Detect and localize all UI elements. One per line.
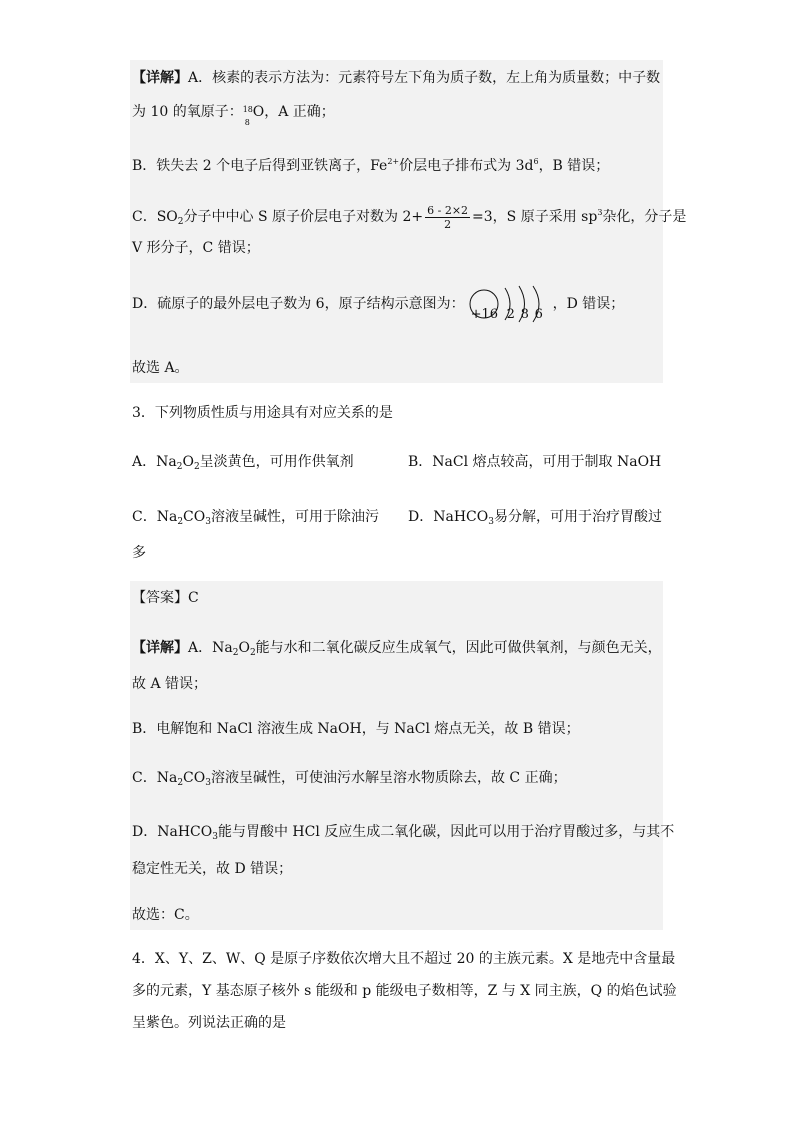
detail-label: 【详解】 (132, 640, 188, 656)
q4-stem-line3: 呈紫色。列说法正确的是 (132, 1015, 286, 1031)
q3-option-d: D．NaHCO$_3$易分解，可用于治疗胃酸过 (408, 509, 662, 527)
q2-option-c-line2: V 形分子，C 错误； (132, 240, 260, 256)
q3-detail-a-line2: 故 A 错误； (132, 676, 208, 692)
q2-detail-line2: 为 10 的氧原子： 18 8 O，A 正确； (132, 104, 335, 127)
q3-detail-b: B．电解饱和 NaCl 溶液生成 NaOH，与 NaCl 熔点无关，故 B 错误； (132, 721, 580, 737)
q4-stem-line1: 4．X、Y、Z、W、Q 是原子序数依次增大且不超过 20 的主族元素。X 是地壳中含量最 (132, 951, 676, 967)
q2-detail-line1: 【详解】A．核素的表示方法为：元素符号左下角为质子数，左上角为质量数；中子数 (132, 70, 661, 86)
q2-option-b: B．铁失去 2 个电子后得到亚铁离子，$Fe^{2+}$价层电子排布式为 $3d^6$，B 错误； (132, 157, 610, 174)
shell-3-count: 6 (534, 307, 543, 322)
q3-detail-d: D．NaHCO$_3$能与胃酸中 HCl 反应生成二氧化碳，因此可以用于治疗胃酸过多，与其不 (132, 824, 675, 842)
shell-2-count: 8 (520, 307, 529, 322)
oxygen-isotope: 18 8 (242, 105, 253, 127)
q3-option-c: C．$Na_2CO_3$溶液呈碱性，可用于除油污 (132, 509, 379, 527)
q3-conclusion: 故选：C。 (132, 907, 199, 923)
q4-stem-line2: 多的元素，Y 基态原子核外 s 能级和 p 能级电子数相等，Z 与 X 同主族，Q 的焰色试验 (132, 983, 677, 999)
q3-detail-c: C．$Na_2CO_3$溶液呈碱性，可使油污水解呈溶水物质除去，故 C 正确； (132, 770, 567, 788)
q3-detail-d-line2: 稳定性无关，故 D 错误； (132, 861, 293, 877)
shell-1-count: 2 (506, 307, 515, 322)
q3-detail-a: 【详解】A．$Na_2O_2$能与水和二氧化碳反应生成氧气，因此可做供氧剂，与颜色无关， (132, 640, 662, 658)
q3-option-b: B．NaCl 熔点较高，可用于制取 NaOH (408, 454, 662, 470)
sulfur-atom-structure-diagram (467, 284, 551, 324)
q2-option-c: C．$SO_2$分子中中心 S 原子价层电子对数为 2+ $\frac{6 - 2\times 2}{2}$ =3，S 原子采用 $sp^3$杂化，分子是 (132, 203, 687, 231)
q2-option-d: D．硫原子的最外层电子数为 6，原子结构示意图为： +16 2 8 6 ，D 错误； (132, 284, 624, 324)
q3-answer: 【答案】C (132, 590, 199, 606)
q3-stem: 3．下列物质性质与用途具有对应关系的是 (132, 405, 393, 421)
nucleus-charge: +16 (470, 307, 499, 322)
q3-option-d-line2: 多 (132, 545, 146, 561)
q2-conclusion: 故选 A。 (132, 360, 189, 376)
detail-label: 【详解】 (132, 70, 188, 86)
electron-pair-fraction: $\frac{6 - 2\times 2}{2}$ (427, 203, 469, 231)
q3-option-a: A．$Na_2O_2$呈淡黄色，可用作供氧剂 (132, 454, 354, 472)
